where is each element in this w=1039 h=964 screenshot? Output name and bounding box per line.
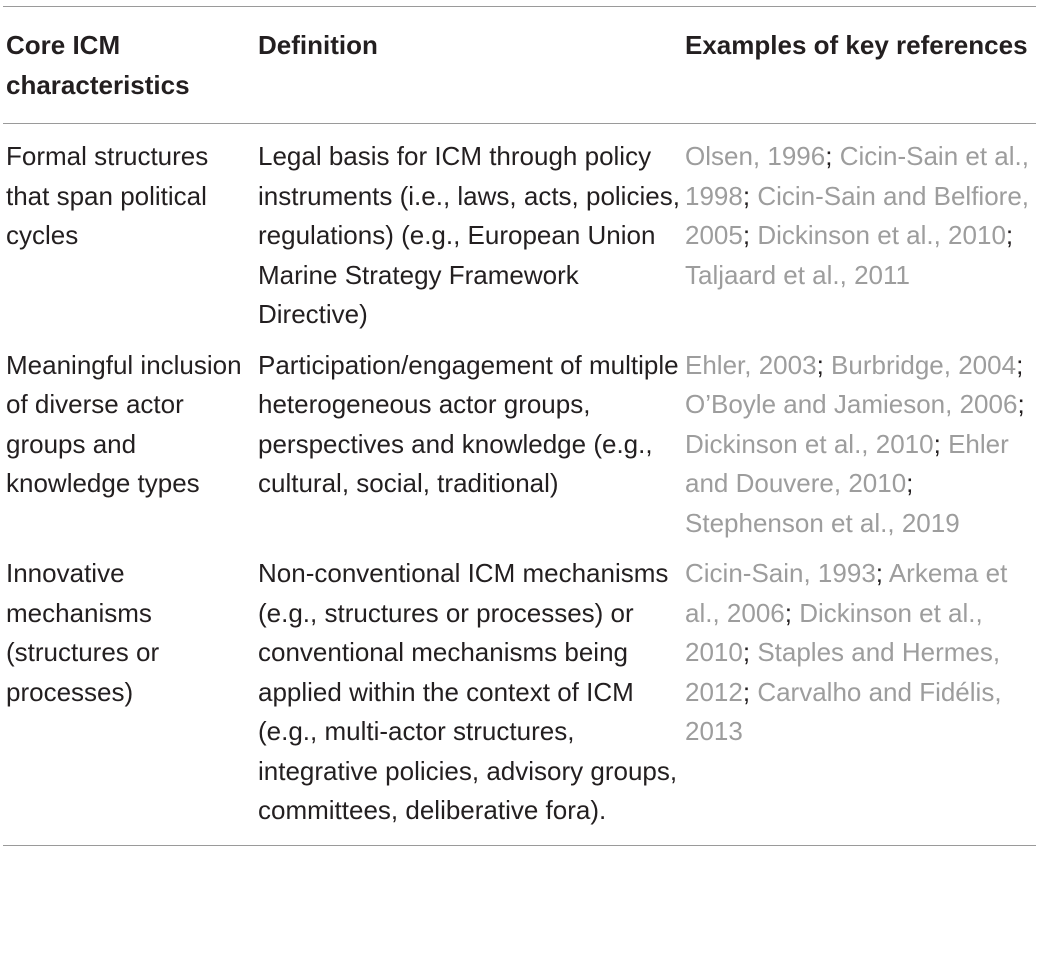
reference-link[interactable]: Taljaard et al., 2011 bbox=[685, 259, 910, 290]
reference-link[interactable]: Ehler and Douvere, 2010 bbox=[685, 428, 1009, 498]
reference-link[interactable]: Cicin-Sain, 1993 bbox=[685, 558, 876, 588]
reference-separator: ; bbox=[1017, 389, 1025, 419]
header-examples-of-key-references: Examples of key references bbox=[685, 30, 1028, 60]
table-row bbox=[3, 124, 1036, 335]
reference-separator: ; bbox=[742, 180, 751, 211]
reference-separator: ; bbox=[1016, 349, 1024, 380]
reference-link[interactable]: O’Boyle and Jamieson, 2006 bbox=[685, 389, 1018, 419]
references-cell bbox=[682, 346, 1036, 544]
table-bottom-rule bbox=[3, 845, 1036, 846]
characteristic-cell: Innovative mechanisms (structures or processes) bbox=[6, 558, 160, 707]
icm-characteristics-table bbox=[3, 6, 1036, 846]
reference-link[interactable]: Burbridge, 2004 bbox=[831, 349, 1017, 380]
definition-cell: Legal basis for ICM through policy instruments (i.e., laws, acts, policies, regulations) (e.g., European Union Marine Strategy Framework Directive) bbox=[258, 141, 680, 329]
definition-cell: Participation/engagement of multiple heterogeneous actor groups, perspectives and knowledge (e.g., cultural, social, traditional) bbox=[258, 349, 679, 498]
characteristic-cell: Meaningful inclusion of diverse actor groups and knowledge types bbox=[6, 349, 242, 498]
table-bottom-spacing bbox=[3, 831, 1036, 845]
table-row bbox=[3, 543, 1036, 831]
reference-link[interactable]: Staples and Hermes, 2012 bbox=[685, 637, 1001, 707]
table-row bbox=[3, 335, 1036, 544]
reference-separator: ; bbox=[875, 558, 884, 588]
reference-separator: ; bbox=[742, 676, 751, 707]
definition-cell: Non-conventional ICM mechanisms (e.g., structures or processes) or conventional mechanisms being applied within the context of ICM (e.g., multi-actor structures, integrative policies, advisory groups, committees, deliberative fora). bbox=[258, 558, 678, 825]
reference-link[interactable]: Cicin-Sain and Belfiore, 2005 bbox=[685, 180, 1030, 250]
reference-separator: ; bbox=[816, 349, 824, 380]
reference-separator: ; bbox=[825, 141, 833, 171]
table-header-row bbox=[3, 7, 1036, 123]
reference-link[interactable]: Dickinson et al., 2010 bbox=[685, 428, 934, 459]
reference-separator: ; bbox=[742, 220, 751, 250]
references-cell bbox=[682, 554, 1036, 752]
reference-link[interactable]: Stephenson et al., 2019 bbox=[685, 507, 960, 538]
reference-link[interactable]: Dickinson et al., 2010 bbox=[757, 220, 1006, 250]
reference-link[interactable]: Cicin-Sain et al., 1998 bbox=[685, 141, 1029, 211]
characteristic-cell: Formal structures that span political cycles bbox=[6, 141, 209, 250]
reference-separator: ; bbox=[933, 428, 941, 459]
references-cell bbox=[682, 137, 1036, 295]
reference-separator: ; bbox=[784, 597, 792, 628]
header-core-icm-characteristics: Core ICM characteristics bbox=[6, 30, 190, 100]
reference-link[interactable]: Olsen, 1996 bbox=[685, 141, 826, 171]
reference-link[interactable]: Carvalho and Fidélis, 2013 bbox=[685, 676, 1002, 746]
reference-separator: ; bbox=[742, 637, 751, 667]
header-definition: Definition bbox=[258, 30, 378, 60]
reference-link[interactable]: Arkema et al., 2006 bbox=[685, 558, 1008, 628]
reference-link[interactable]: Dickinson et al., 2010 bbox=[685, 597, 983, 667]
reference-separator: ; bbox=[1005, 220, 1014, 250]
reference-separator: ; bbox=[906, 468, 914, 498]
reference-link[interactable]: Ehler, 2003 bbox=[685, 349, 817, 380]
